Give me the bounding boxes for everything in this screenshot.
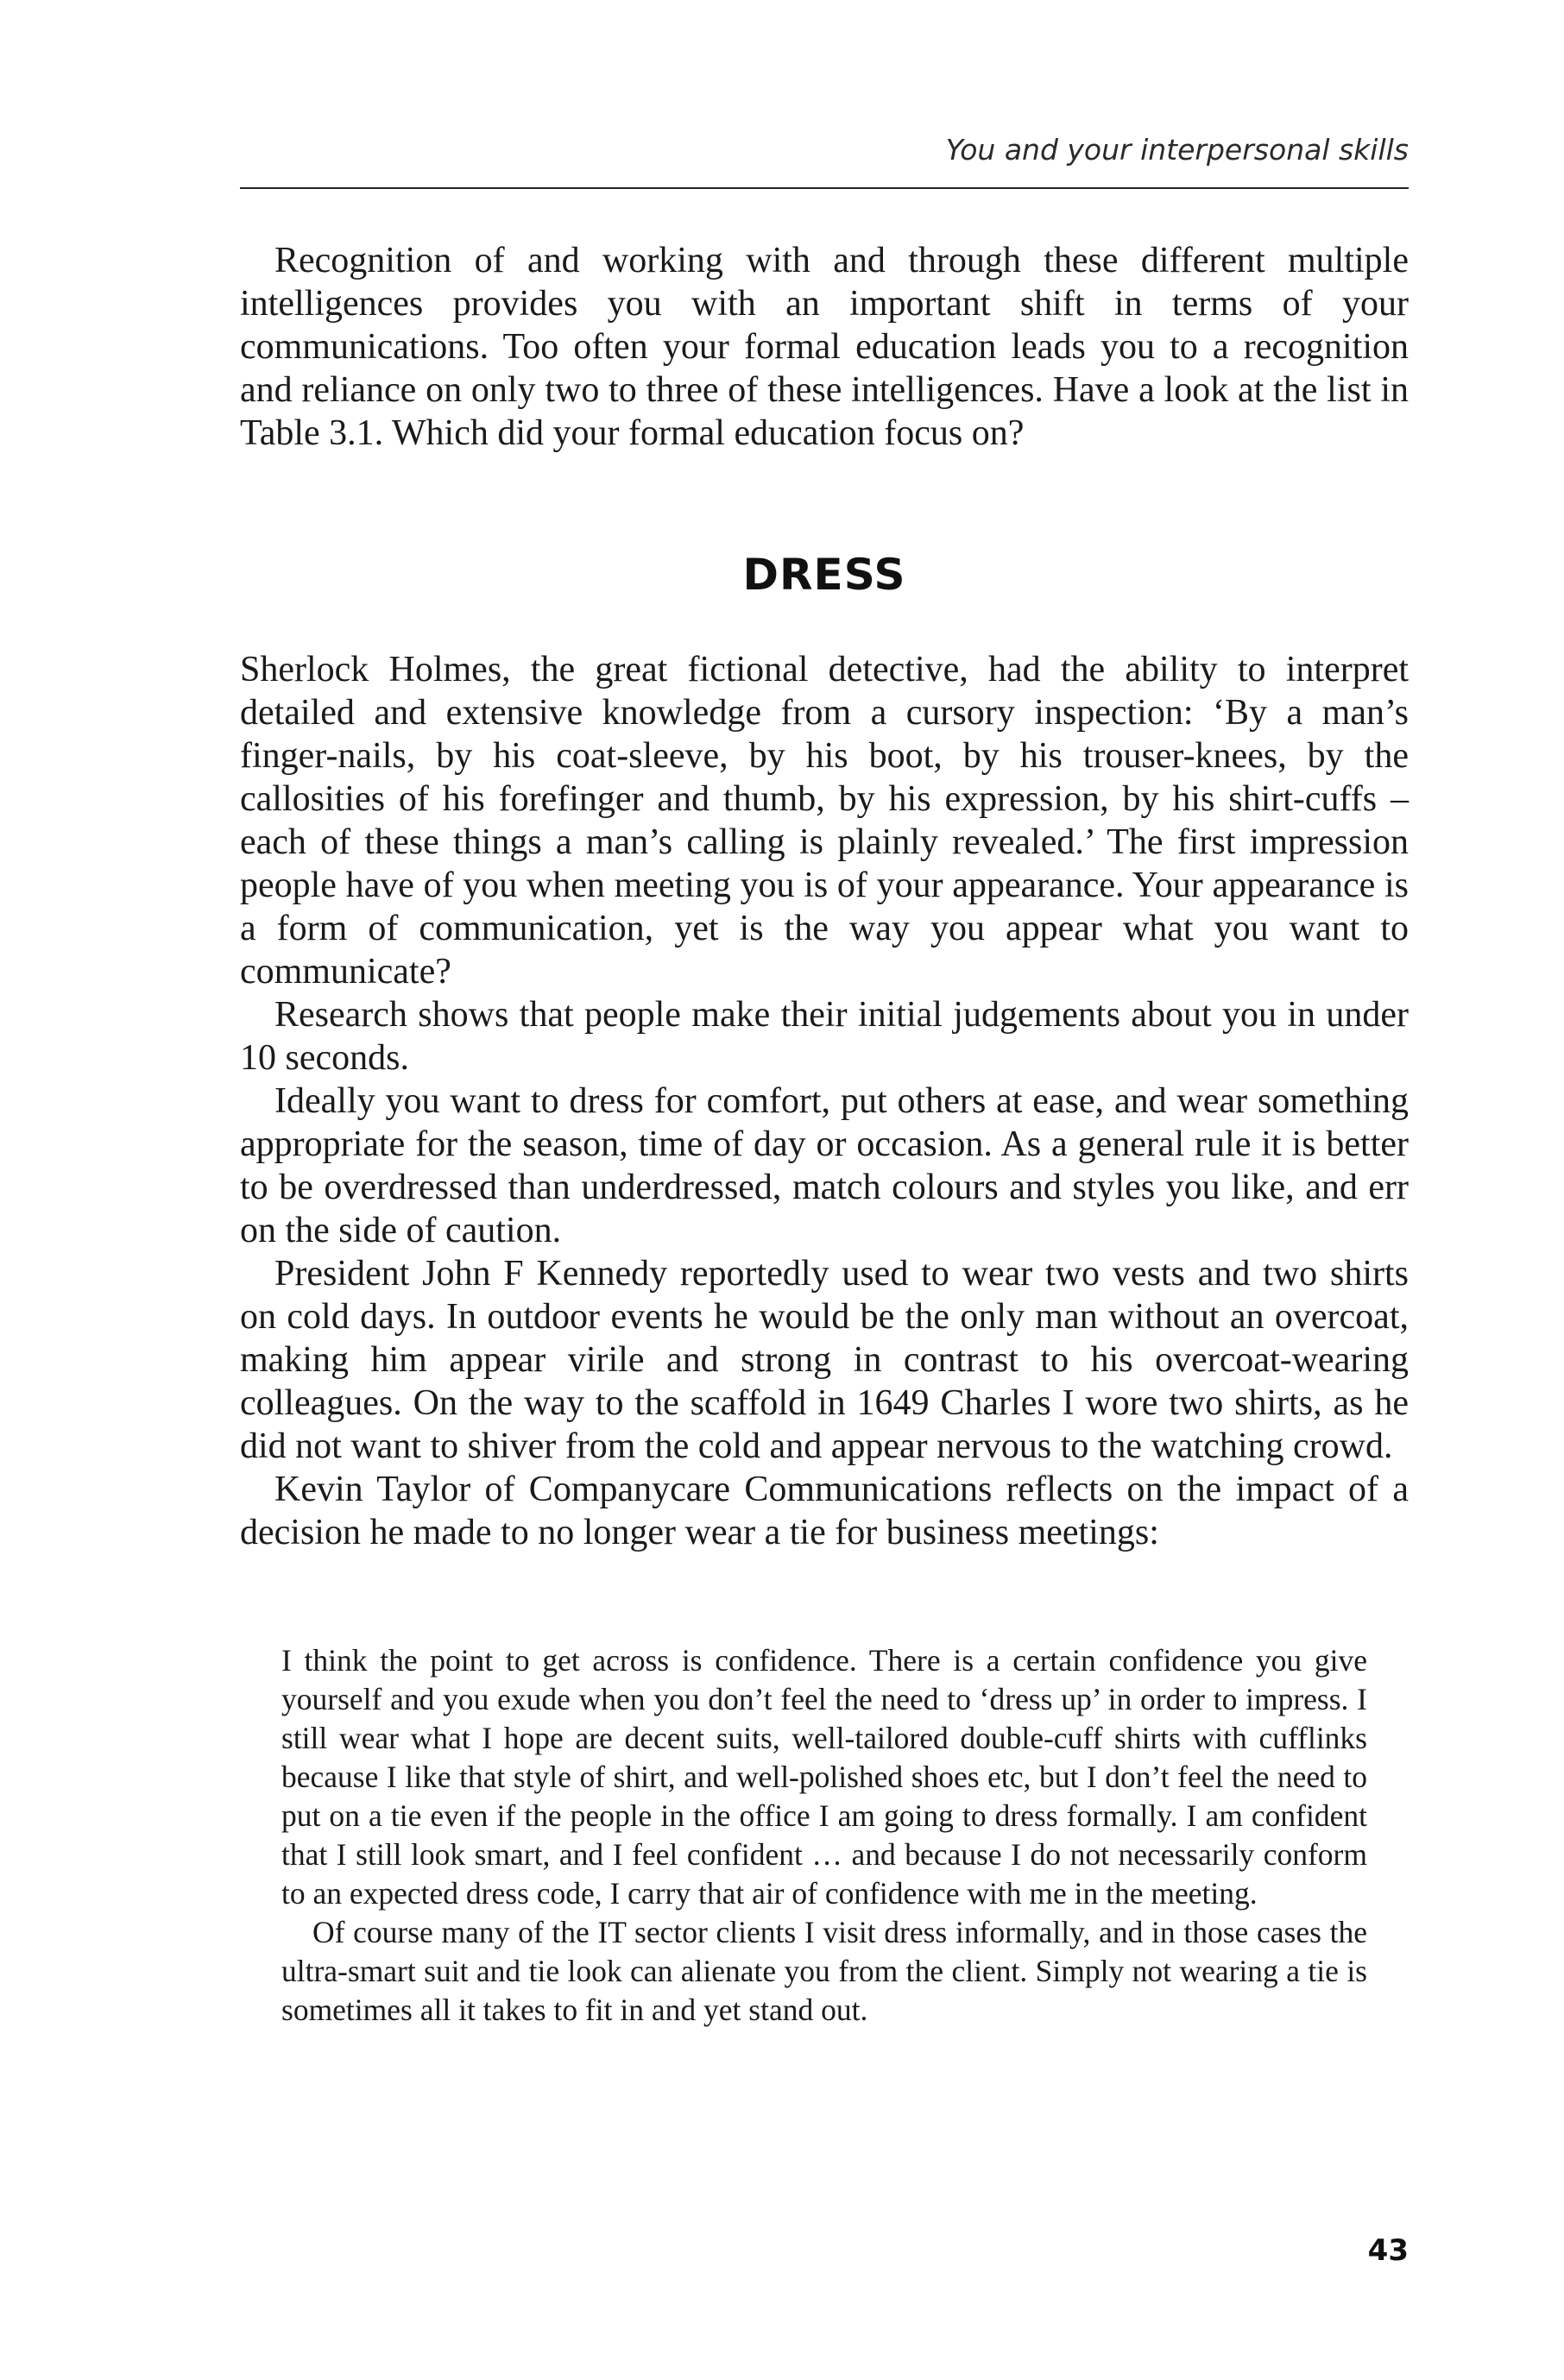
body-paragraph: Kevin Taylor of Companycare Communications reflects on the impact of a decision he made to no longer wear a tie for business meetings: bbox=[240, 1470, 1409, 1552]
intro-section bbox=[240, 239, 1409, 455]
body-paragraph: Research shows that people make their initial judgements about you in under 10 seconds. bbox=[240, 995, 1409, 1078]
block-quote bbox=[281, 1641, 1367, 2030]
page-number: 43 bbox=[1367, 2233, 1409, 2268]
quote-paragraph: I think the point to get across is confidence. There is a certain confidence you give yourself and you exude when you don’t feel the need to ‘dress up’ in order to impress. I still wear what I hope are decent suits, well-tailored double-cuff shirts with cufflinks because I like that style of shirt, and well-polished shoes etc, but I don’t feel the need to put on a tie even if the people in the office I am going to dress formally. I am confident that I still look smart, and I feel confident … and because I do not necessarily conform to an expected dress code, I carry that air of confidence with me in the meeting. bbox=[281, 1643, 1367, 1911]
header-rule bbox=[240, 187, 1409, 189]
body-paragraph: Ideally you want to dress for comfort, put others at ease, and wear something appropriate for the season, time of day or occasion. As a general rule it is better to be overdressed than underdressed, match colours and styles you like, and err on the side of caution. bbox=[240, 1081, 1409, 1250]
running-header: You and your interpersonal skills bbox=[945, 133, 1409, 167]
body-paragraph: Sherlock Holmes, the great fictional detective, had the ability to interpret detailed and extensive knowledge from a cursory inspection: ‘By a man’s finger-nails, by his coat-sleeve, by his boot, by his trouser-knees, by the callosities of his forefinger and thumb, by his expression, by his shirt-cuffs – each of these things a man’s calling is plainly revealed.’ The first impression people have of you when meeting you is of your appearance. Your appearance is a form of communication, yet is the way you appear what you want to communicate? bbox=[240, 650, 1409, 992]
intro-paragraph: Recognition of and working with and through these different multiple intelligences provides you with an important shift in terms of your communications. Too often your formal education leads you to a recognition and reliance on only two to three of these intelligences. Have a look at the list in Table 3.1. Which did your formal education focus on? bbox=[240, 241, 1409, 453]
dress-section-body bbox=[240, 648, 1409, 1554]
body-paragraph: President John F Kennedy reportedly used to wear two vests and two shirts on cold days. In outdoor events he would be the only man without an overcoat, making him appear virile and strong in contrast to his overcoat-wearing colleagues. On the way to the scaffold in 1649 Charles I wore two shirts, as he did not want to shiver from the cold and appear nervous to the watching crowd. bbox=[240, 1254, 1409, 1466]
section-heading: DRESS bbox=[742, 550, 906, 600]
quote-paragraph: Of course many of the IT sector clients I visit dress informally, and in those cases the ultra-smart suit and tie look can alienate you from the client. Simply not wearing a tie is sometimes all it takes to fit in and yet stand out. bbox=[281, 1915, 1367, 2027]
